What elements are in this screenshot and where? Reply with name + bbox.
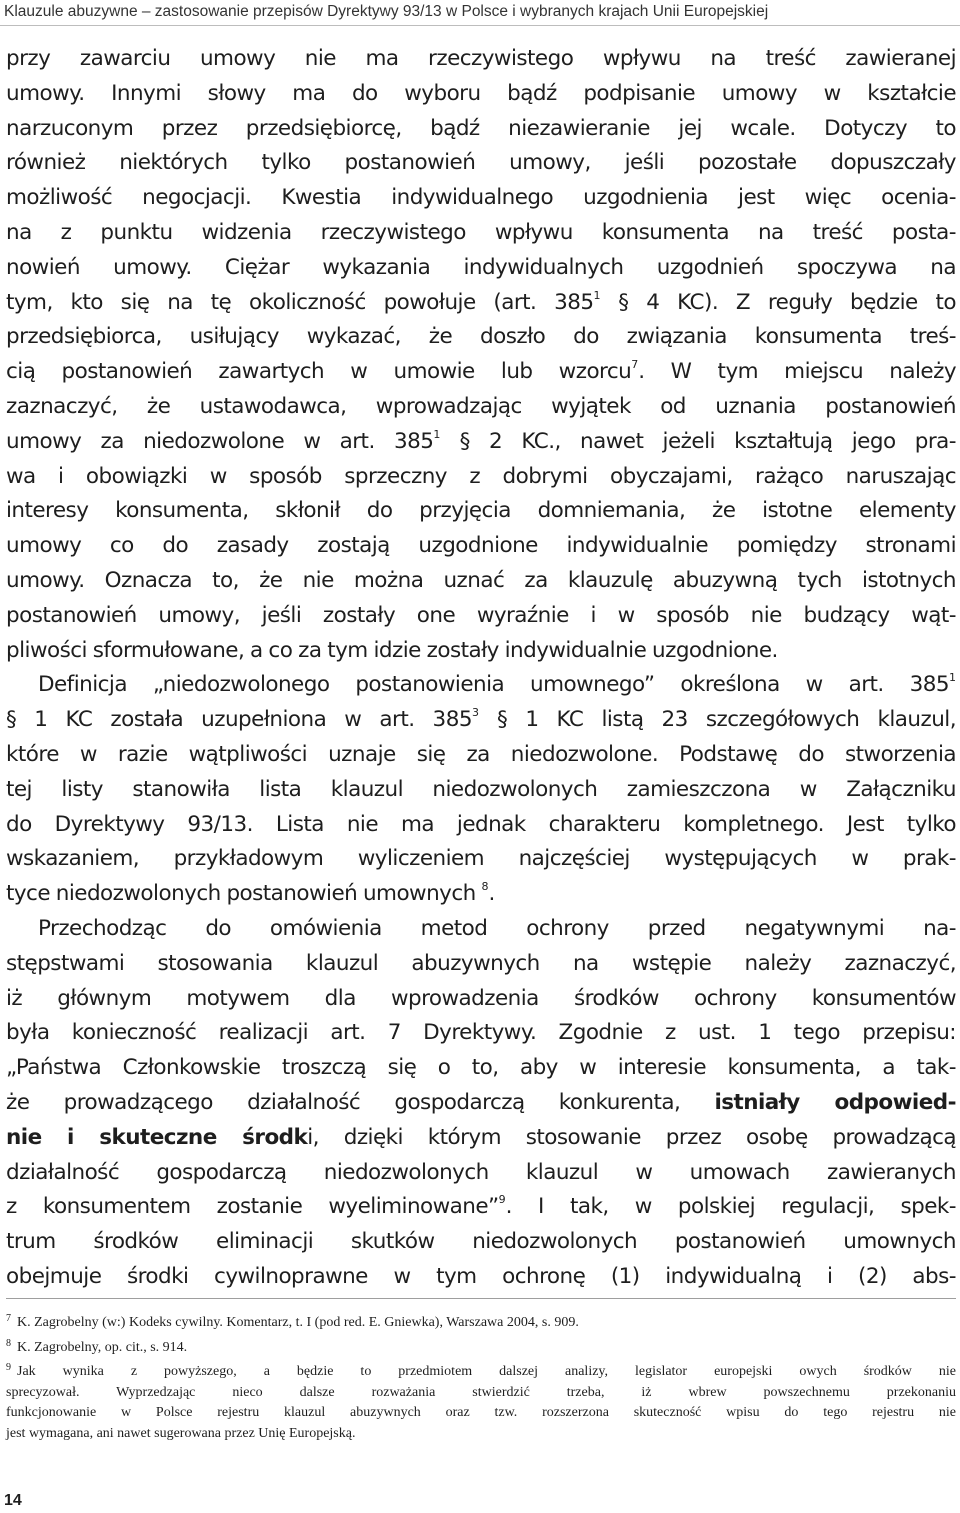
text-line <box>6 1225 956 1260</box>
text-line <box>6 390 956 425</box>
line-text: pliwości sformułowane, a co za tym idzie zostały indywidualnie uzgodnione. <box>6 637 778 663</box>
text-line <box>6 460 956 495</box>
text-line <box>6 738 956 773</box>
line-text: narzuconym przez przedsiębiorcę, bądź niezawieranie jej wcale. Dotyczy to <box>6 115 956 141</box>
superscript: 7 <box>631 358 639 372</box>
line-text: obejmuje środki cywilnoprawne w tym ochronę (1) indywidualną i (2) abs- <box>6 1263 956 1289</box>
footnote-text: jest wymagana, ani nawet sugerowana przez Unię Europejską. <box>6 1425 356 1441</box>
text-line <box>6 877 956 912</box>
line-text: również niektórych tylko postanowień umowy, jeśli pozostałe dopuszczały <box>6 150 956 176</box>
line-text: § 2 KC., nawet jeżeli kształtują jego pra- <box>440 428 956 454</box>
superscript: 3 <box>471 706 479 720</box>
line-text: do Dyrektywy 93/13. Lista nie ma jednak charakteru kompletnego. Jest tylko <box>6 811 956 837</box>
footnote-number: 8 <box>6 1337 11 1349</box>
line-text: umowy co do zasady zostają uzgodnione indywidualnie pomiędzy stronami <box>6 533 956 559</box>
superscript: 1 <box>949 671 956 685</box>
line-text: z konsumentem zostanie wyeliminowane” <box>6 1194 499 1220</box>
text-line <box>6 599 956 634</box>
line-text: które w razie wątpliwości uznaje się za niedozwolone. Podstawę do stworzenia <box>6 741 956 767</box>
text-line <box>6 425 956 460</box>
text-line <box>6 181 956 216</box>
footnote-line <box>6 1358 956 1383</box>
superscript: 8 <box>481 880 489 894</box>
footnote-line <box>6 1403 956 1424</box>
running-header <box>0 0 960 26</box>
running-header-title: Klauzule abuzywne – zastosowanie przepisów Dyrektywy 93/13 w Polsce i wybranych krajach Unii Europejskiej <box>4 3 769 20</box>
footnote-text: K. Zagrobelny, op. cit., s. 914. <box>17 1339 188 1355</box>
line-text: § 1 KC listą 23 szczegółowych klauzul, <box>478 707 956 733</box>
line-text: . W tym miejscu należy <box>638 359 956 385</box>
line-text: zaznaczyć, że ustawodawca, wprowadzając wyjątek od uznania postanowień <box>6 393 956 419</box>
line-text: . I tak, w polskiej regulacji, spek- <box>505 1194 956 1220</box>
line-text: umowy za niedozwolone w art. 385 <box>6 428 434 454</box>
text-line <box>6 529 956 564</box>
text-line <box>6 1156 956 1191</box>
line-text: umowy. Oznacza to, że nie można uznać za klauzulę abuzywną tych istotnych <box>6 567 956 593</box>
text-line <box>6 1190 956 1225</box>
footnote <box>6 1309 956 1334</box>
text-line <box>6 842 956 877</box>
line-text: przedsiębiorca, usiłujący wykazać, że doszło do związania konsumenta treś- <box>6 324 956 350</box>
text-line <box>6 1016 956 1051</box>
text-line <box>6 1121 956 1156</box>
line-text: nowień umowy. Ciężar wykazania indywidualnych uzgodnień spoczywa na <box>6 254 956 280</box>
superscript: 1 <box>593 288 601 302</box>
line-text: stępstwami stosowania klauzul abuzywnych na wstępie należy zaznaczyć, <box>6 950 956 976</box>
line-text: tej listy stanowiła lista klauzul niedozwolonych zamieszczona w Załączniku <box>6 776 956 802</box>
superscript: 9 <box>498 1193 506 1207</box>
line-text: możliwość negocjacji. Kwestia indywidualnego uzgodnienia jest więc ocenia- <box>6 185 956 211</box>
line-text: że prowadzącego działalność gospodarczą konkurenta, <box>6 1089 715 1115</box>
line-text: § 4 KC). Z reguły będzie to <box>600 289 956 315</box>
line-text: umowy. Innymi słowy ma do wyboru bądź podpisanie umowy w kształcie <box>6 80 956 106</box>
footnote-text: sprecyzował. Wyprzedzając nieco dalsze rozważania stwierdzić trzeba, iż wbrew powszechnemu przekonaniu <box>6 1384 956 1400</box>
text-line <box>6 286 956 321</box>
line-text: wskazaniem, przykładowym wyliczeniem najczęściej występujących w prak- <box>6 846 956 872</box>
footnote-line <box>6 1424 956 1445</box>
footnote <box>6 1334 956 1359</box>
text-line <box>6 77 956 112</box>
text-line <box>6 216 956 251</box>
line-text: trum środków eliminacji skutków niedozwolonych postanowień umownych <box>6 1229 956 1255</box>
line-text: Definicja „niedozwolonego postanowienia umownego” określona w art. 385 <box>38 672 949 698</box>
text-line <box>6 112 956 147</box>
footnote-text: K. Zagrobelny (w:) Kodeks cywilny. Komentarz, t. I (pod red. E. Gniewka), Warszawa 2004, s. 909. <box>17 1315 579 1330</box>
footnote-line <box>6 1334 956 1359</box>
text-line <box>6 1260 956 1295</box>
text-line <box>6 355 956 390</box>
text-line <box>6 146 956 181</box>
line-text: Przechodząc do omówienia metod ochrony przed negatywnymi na- <box>38 915 956 941</box>
text-line <box>6 634 956 669</box>
emphasis-text: nie i skuteczne środk <box>6 1124 308 1150</box>
line-text: „Państwa Członkowskie troszczą się o to, aby w interesie konsumenta, a tak- <box>6 1055 956 1081</box>
line-text: działalność gospodarczą niedozwolonych klauzul w umowach zawieranych <box>6 1159 956 1185</box>
text-line <box>6 773 956 808</box>
emphasis-text: istniały odpowied- <box>714 1089 956 1115</box>
text-line <box>6 947 956 982</box>
text-line <box>6 251 956 286</box>
line-text: cią postanowień zawartych w umowie lub wzorcu <box>6 359 632 385</box>
main-text <box>6 42 956 1295</box>
footnote-line <box>6 1383 956 1404</box>
page-number: 14 <box>4 1492 22 1509</box>
line-text: iż głównym motywem dla wprowadzenia środków ochrony konsumentów <box>6 985 956 1011</box>
line-text: tyce niedozwolonych postanowień umownych <box>6 881 482 907</box>
line-text: wa i obowiązki w sposób sprzeczny z dobrymi obyczajami, rażąco naruszając <box>6 463 956 489</box>
line-text: tym, kto się na tę okoliczność powołuje (art. 385 <box>6 289 594 315</box>
footnote-text: funkcjonowanie w Polsce rejestru klauzul abuzywnych oraz tzw. rozszerzona skuteczność wpisu do tego rejestru nie <box>6 1405 956 1420</box>
text-line <box>6 494 956 529</box>
footnotes <box>6 1298 956 1444</box>
line-text: interesy konsumenta, skłonił do przyjęcia domniemania, że istotne elementy <box>6 498 956 524</box>
footnote-number: 7 <box>6 1313 11 1324</box>
line-text: postanowień umowy, jeśli zostały one wyraźnie i w sposób nie budzący wąt- <box>6 602 956 628</box>
footnote-line <box>6 1309 956 1334</box>
line-text: i, dzięki którym stosowanie przez osobę prowadzącą <box>307 1124 956 1150</box>
text-line <box>6 912 956 947</box>
text-line <box>6 1086 956 1121</box>
text-line <box>6 703 956 738</box>
footnote-text: Jak wynika z powyższego, a będzie to przedmiotem dalszej analizy, legislator europejski owych środków nie <box>17 1364 956 1379</box>
line-text: . <box>488 881 495 907</box>
line-text: § 1 KC została uzupełniona w art. 385 <box>6 707 472 733</box>
text-line <box>6 808 956 843</box>
line-text: na z punktu widzenia rzeczywistego wpływu konsumenta na treść posta- <box>6 219 956 245</box>
text-line <box>6 42 956 77</box>
line-text: przy zawarciu umowy nie ma rzeczywistego wpływu na treść zawieranej <box>6 46 956 71</box>
text-line <box>6 564 956 599</box>
superscript: 1 <box>433 427 441 441</box>
footnote <box>6 1358 956 1444</box>
line-text: była konieczność realizacji art. 7 Dyrektywy. Zgodnie z ust. 1 tego przepisu: <box>6 1020 956 1046</box>
text-line <box>6 982 956 1017</box>
footnote-number: 9 <box>6 1362 11 1373</box>
text-line <box>6 320 956 355</box>
text-line <box>6 668 956 703</box>
text-line <box>6 1051 956 1086</box>
